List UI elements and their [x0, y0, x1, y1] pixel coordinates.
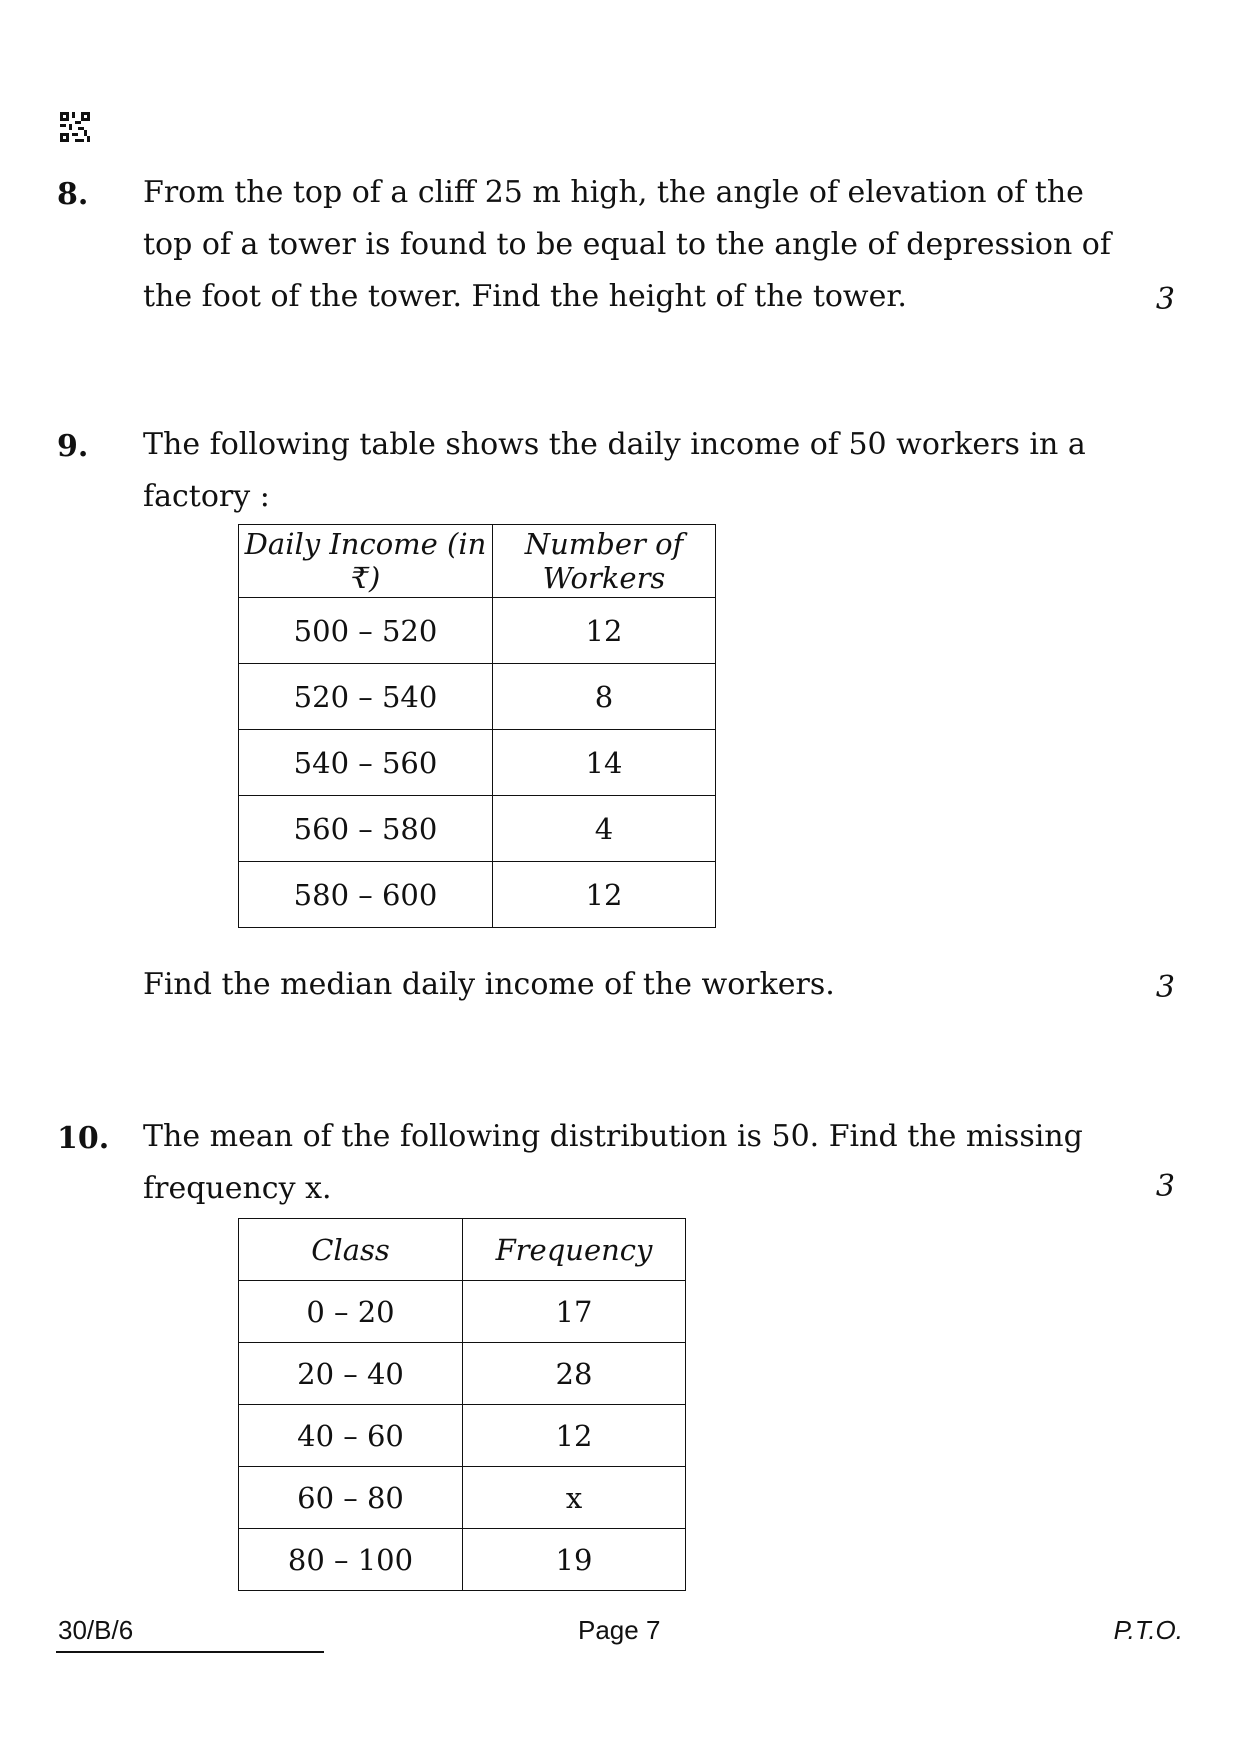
- table-row: [239, 664, 716, 730]
- frequency-cell: 19: [463, 1529, 686, 1591]
- table-row: [239, 1343, 686, 1405]
- income-range-cell: 540 – 560: [239, 730, 493, 796]
- worker-count-cell: 8: [493, 664, 716, 730]
- table-row: [239, 1405, 686, 1467]
- worker-count-cell: 12: [493, 598, 716, 664]
- table-row: [239, 796, 716, 862]
- table-row: [239, 862, 716, 928]
- table-row: [239, 1467, 686, 1529]
- table-row: [239, 1281, 686, 1343]
- question-9-text: The following table shows the daily income of 50 workers in a factory :: [143, 427, 1086, 514]
- footer-divider: [56, 1651, 324, 1653]
- question-8-marks: 3: [1155, 282, 1175, 317]
- class-interval-cell: 40 – 60: [239, 1405, 463, 1467]
- table-row: [239, 730, 716, 796]
- worker-count-cell: 14: [493, 730, 716, 796]
- income-table-header-cell: Number of Workers: [493, 525, 716, 598]
- question-10-text: The mean of the following distribution is 50. Find the missing frequency x.: [143, 1119, 1083, 1206]
- frequency-table-header-cell: Frequency: [463, 1219, 686, 1281]
- income-table-header-row: [239, 525, 716, 598]
- frequency-table-header-row: [239, 1219, 686, 1281]
- income-range-cell: 560 – 580: [239, 796, 493, 862]
- question-10-marks: 3: [1155, 1169, 1175, 1204]
- table-row: [239, 598, 716, 664]
- question-8-number: 8.: [57, 177, 89, 212]
- paper-code: 30/B/6: [58, 1615, 134, 1645]
- frequency-cell: 17: [463, 1281, 686, 1343]
- income-range-cell: 580 – 600: [239, 862, 493, 928]
- question-10-number: 10.: [57, 1121, 110, 1156]
- frequency-cell: 28: [463, 1343, 686, 1405]
- question-9-number: 9.: [57, 429, 89, 464]
- question-9-followup: Find the median daily income of the workers.: [143, 967, 835, 1002]
- worker-count-cell: 12: [493, 862, 716, 928]
- question-9-marks: 3: [1155, 970, 1175, 1005]
- class-interval-cell: 60 – 80: [239, 1467, 463, 1529]
- page-number: Page 7: [578, 1615, 661, 1645]
- income-table: [238, 524, 716, 928]
- qr-code-icon: [60, 112, 90, 142]
- question-8-text: From the top of a cliff 25 m high, the angle of elevation of the top of a tower is found to be equal to the angle of depression of the foot of the tower. Find the height of the tower.: [143, 175, 1111, 314]
- table-row: [239, 1529, 686, 1591]
- income-range-cell: 500 – 520: [239, 598, 493, 664]
- frequency-table-header-cell: Class: [239, 1219, 463, 1281]
- class-interval-cell: 20 – 40: [239, 1343, 463, 1405]
- frequency-table: [238, 1218, 686, 1591]
- frequency-cell: 12: [463, 1405, 686, 1467]
- please-turn-over: P.T.O.: [1113, 1615, 1183, 1645]
- worker-count-cell: 4: [493, 796, 716, 862]
- class-interval-cell: 80 – 100: [239, 1529, 463, 1591]
- income-range-cell: 520 – 540: [239, 664, 493, 730]
- frequency-cell: x: [463, 1467, 686, 1529]
- class-interval-cell: 0 – 20: [239, 1281, 463, 1343]
- income-table-header-cell: Daily Income (in ₹): [239, 525, 493, 598]
